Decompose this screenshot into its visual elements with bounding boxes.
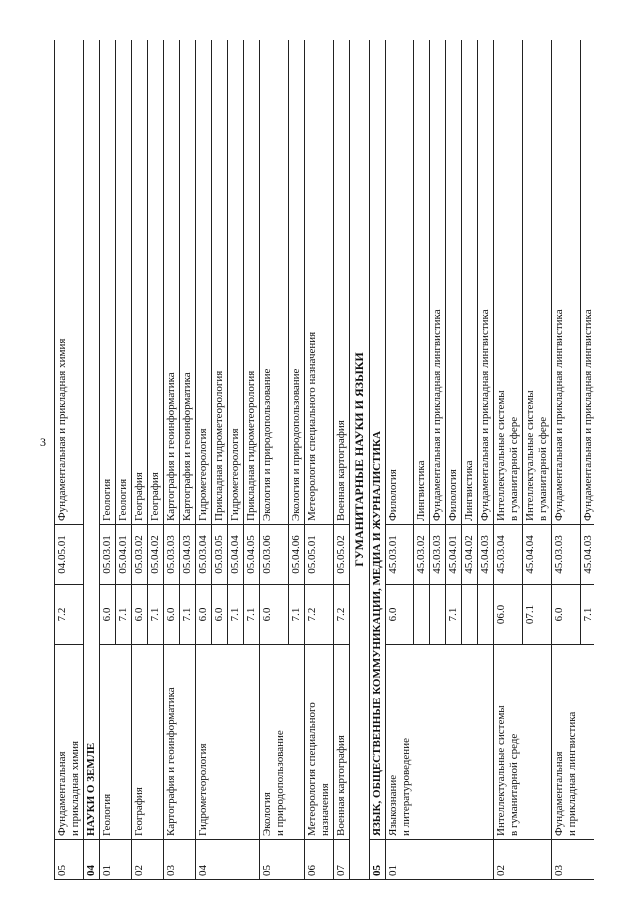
group-item-name: [478, 645, 494, 840]
group-name: НАУКИ О ЗЕМЛЕ: [84, 40, 100, 840]
group-item-code: [212, 840, 228, 880]
specialty-name: Гидрометеорология: [228, 40, 244, 525]
specialty-name: Фундаментальная и прикладная химия: [55, 40, 84, 525]
table-row: [414, 40, 430, 880]
qualification-level: 6.0: [132, 585, 148, 645]
group-item-name: [430, 645, 446, 840]
specialty-code: 05.05.01: [304, 525, 333, 585]
group-heading-row: [369, 40, 385, 880]
specialty-code: 45.04.03: [478, 525, 494, 585]
group-item-name: Языкознание и литературоведение: [385, 645, 414, 840]
qualification-level: 7.1: [148, 585, 164, 645]
group-item-name: [148, 645, 164, 840]
group-item-code: 03: [552, 840, 581, 880]
specialty-name: Геология: [116, 40, 132, 525]
group-item-code: 02: [132, 840, 148, 880]
group-item-code: [430, 840, 446, 880]
group-item-code: [446, 840, 462, 880]
qualification-level: [462, 585, 478, 645]
table-row: [180, 40, 196, 880]
specialty-name: Экология и природопользование: [288, 40, 304, 525]
specialty-name: Картография и геоинформатика: [164, 40, 180, 525]
rotated-table-frame: [54, 40, 594, 880]
specialty-code: 45.04.01: [446, 525, 462, 585]
group-item-code: 01: [100, 840, 116, 880]
qualification-level: 7.1: [580, 585, 594, 645]
group-item-name: Гидрометеорология: [196, 645, 212, 840]
specialty-code: 05.04.06: [288, 525, 304, 585]
group-item-name: Фундаментальная и прикладная химия: [55, 645, 84, 840]
qualification-level: 6.0: [385, 585, 414, 645]
table-row: [196, 40, 212, 880]
group-item-name: [580, 645, 594, 840]
specialty-code: 45.03.03: [552, 525, 581, 585]
table-row: [430, 40, 446, 880]
qualification-level: 6.0: [100, 585, 116, 645]
group-item-name: Военная картография: [333, 645, 349, 840]
group-item-name: Интеллектуальные системы в гуманитарной среде: [494, 645, 523, 840]
group-item-code: 05: [260, 840, 289, 880]
table-row: [116, 40, 132, 880]
group-item-code: 07: [333, 840, 349, 880]
qualification-level: 7.1: [180, 585, 196, 645]
group-code: 04: [84, 840, 100, 880]
qualification-level: 7.1: [116, 585, 132, 645]
table-row: [212, 40, 228, 880]
specialty-name: География: [132, 40, 148, 525]
group-item-name: Геология: [100, 645, 116, 840]
group-item-name: [446, 645, 462, 840]
table-row: [304, 40, 333, 880]
qualification-level: 7.2: [55, 585, 84, 645]
specialty-name: Прикладная гидрометеорология: [244, 40, 260, 525]
specialty-name: Филология: [446, 40, 462, 525]
section-heading-row: [349, 40, 369, 880]
group-item-code: [180, 840, 196, 880]
qualification-level: 7.2: [333, 585, 349, 645]
group-item-code: [580, 840, 594, 880]
specialty-code: 45.03.03: [430, 525, 446, 585]
group-item-name: География: [132, 645, 148, 840]
specialty-code: 05.03.04: [196, 525, 212, 585]
specialty-name: Геология: [100, 40, 116, 525]
table-row: [260, 40, 289, 880]
specialty-name: Прикладная гидрометеорология: [212, 40, 228, 525]
specialty-name: Картография и геоинформатика: [180, 40, 196, 525]
specialty-code: 04.05.01: [55, 525, 84, 585]
table-row: [164, 40, 180, 880]
group-heading-row: [84, 40, 100, 880]
specialty-code: 45.04.03: [580, 525, 594, 585]
qualification-level: 7.1: [288, 585, 304, 645]
specialty-code: 05.05.02: [333, 525, 349, 585]
table-row: [148, 40, 164, 880]
group-item-name: Картография и геоинформатика: [164, 645, 180, 840]
table-row: [523, 40, 552, 880]
rotated-content: [54, 40, 594, 880]
table-row: [244, 40, 260, 880]
group-name: ЯЗЫК, ОБЩЕСТВЕННЫЕ КОММУНИКАЦИИ, МЕДИА И ЖУРНАЛИСТИКА: [369, 40, 385, 840]
group-item-code: [478, 840, 494, 880]
group-item-name: [116, 645, 132, 840]
table-row: [580, 40, 594, 880]
specialty-name: Интеллектуальные системы в гуманитарной сфере: [523, 40, 552, 525]
table-row: [333, 40, 349, 880]
table-row: [494, 40, 523, 880]
qualification-level: 7.1: [244, 585, 260, 645]
table-row: [288, 40, 304, 880]
specialty-code: 45.03.01: [385, 525, 414, 585]
specialty-code: 05.04.03: [180, 525, 196, 585]
group-item-code: 01: [385, 840, 414, 880]
table-row: [478, 40, 494, 880]
group-item-code: [228, 840, 244, 880]
qualification-level: 6.0: [260, 585, 289, 645]
specialty-code: 05.04.01: [116, 525, 132, 585]
table-row: [462, 40, 478, 880]
qualification-level: 6.0: [552, 585, 581, 645]
specialty-code: 05.03.06: [260, 525, 289, 585]
specialties-table: [54, 40, 594, 880]
qualification-level: 6.0: [196, 585, 212, 645]
group-item-name: Фундаментальная и прикладная лингвистика: [552, 645, 581, 840]
qualification-level: 7.1: [228, 585, 244, 645]
qualification-level: 6.0: [212, 585, 228, 645]
specialty-code: 05.04.04: [228, 525, 244, 585]
table-row: [385, 40, 414, 880]
qualification-level: [478, 585, 494, 645]
group-item-code: 04: [196, 840, 212, 880]
group-item-code: 05: [55, 840, 84, 880]
specialty-name: География: [148, 40, 164, 525]
group-item-code: 03: [164, 840, 180, 880]
section-heading: ГУМАНИТАРНЫЕ НАУКИ И ЯЗЫКИ: [349, 40, 369, 880]
specialty-name: Фундаментальная и прикладная лингвистика: [478, 40, 494, 525]
qualification-level: 06.0: [494, 585, 523, 645]
group-item-name: Экология и природопользование: [260, 645, 289, 840]
table-row: [446, 40, 462, 880]
group-item-name: [288, 645, 304, 840]
specialty-name: Экология и природопользование: [260, 40, 289, 525]
group-item-code: [523, 840, 552, 880]
qualification-level: 7.1: [446, 585, 462, 645]
qualification-level: 7.2: [304, 585, 333, 645]
specialty-name: Фундаментальная и прикладная лингвистика: [430, 40, 446, 525]
group-item-name: [180, 645, 196, 840]
specialty-code: 05.04.02: [148, 525, 164, 585]
specialty-code: 45.03.02: [414, 525, 430, 585]
specialty-code: 05.03.03: [164, 525, 180, 585]
group-item-name: [414, 645, 430, 840]
page-number: 3: [40, 435, 46, 449]
specialty-name: Метеорология специального назначения: [304, 40, 333, 525]
specialty-name: Филология: [385, 40, 414, 525]
group-item-code: [116, 840, 132, 880]
specialty-name: Фундаментальная и прикладная лингвистика: [552, 40, 581, 525]
table-body: [55, 40, 595, 880]
group-code: 05: [369, 840, 385, 880]
specialty-name: Интеллектуальные системы в гуманитарной сфере: [494, 40, 523, 525]
qualification-level: 07.1: [523, 585, 552, 645]
specialty-name: Лингвистика: [462, 40, 478, 525]
group-item-code: [244, 840, 260, 880]
group-item-name: [212, 645, 228, 840]
table-row: [100, 40, 116, 880]
group-item-code: [414, 840, 430, 880]
specialty-code: 05.03.02: [132, 525, 148, 585]
qualification-level: [430, 585, 446, 645]
table-row: [132, 40, 148, 880]
group-item-name: [523, 645, 552, 840]
group-item-name: [228, 645, 244, 840]
group-item-code: 06: [304, 840, 333, 880]
specialty-code: 45.04.02: [462, 525, 478, 585]
group-item-code: 02: [494, 840, 523, 880]
specialty-name: Фундаментальная и прикладная лингвистика: [580, 40, 594, 525]
table-row: [228, 40, 244, 880]
specialty-name: Лингвистика: [414, 40, 430, 525]
specialty-code: 05.03.01: [100, 525, 116, 585]
specialty-code: 05.04.05: [244, 525, 260, 585]
group-item-code: [288, 840, 304, 880]
qualification-level: [414, 585, 430, 645]
group-item-name: [244, 645, 260, 840]
specialty-name: Военная картография: [333, 40, 349, 525]
specialty-code: 05.03.05: [212, 525, 228, 585]
group-item-code: [462, 840, 478, 880]
group-item-name: Метеорология специального назначения: [304, 645, 333, 840]
table-row: [55, 40, 84, 880]
group-item-code: [148, 840, 164, 880]
qualification-level: 6.0: [164, 585, 180, 645]
table-row: [552, 40, 581, 880]
specialty-code: 45.04.04: [523, 525, 552, 585]
group-item-name: [462, 645, 478, 840]
specialty-name: Гидрометеорология: [196, 40, 212, 525]
specialty-code: 45.03.04: [494, 525, 523, 585]
